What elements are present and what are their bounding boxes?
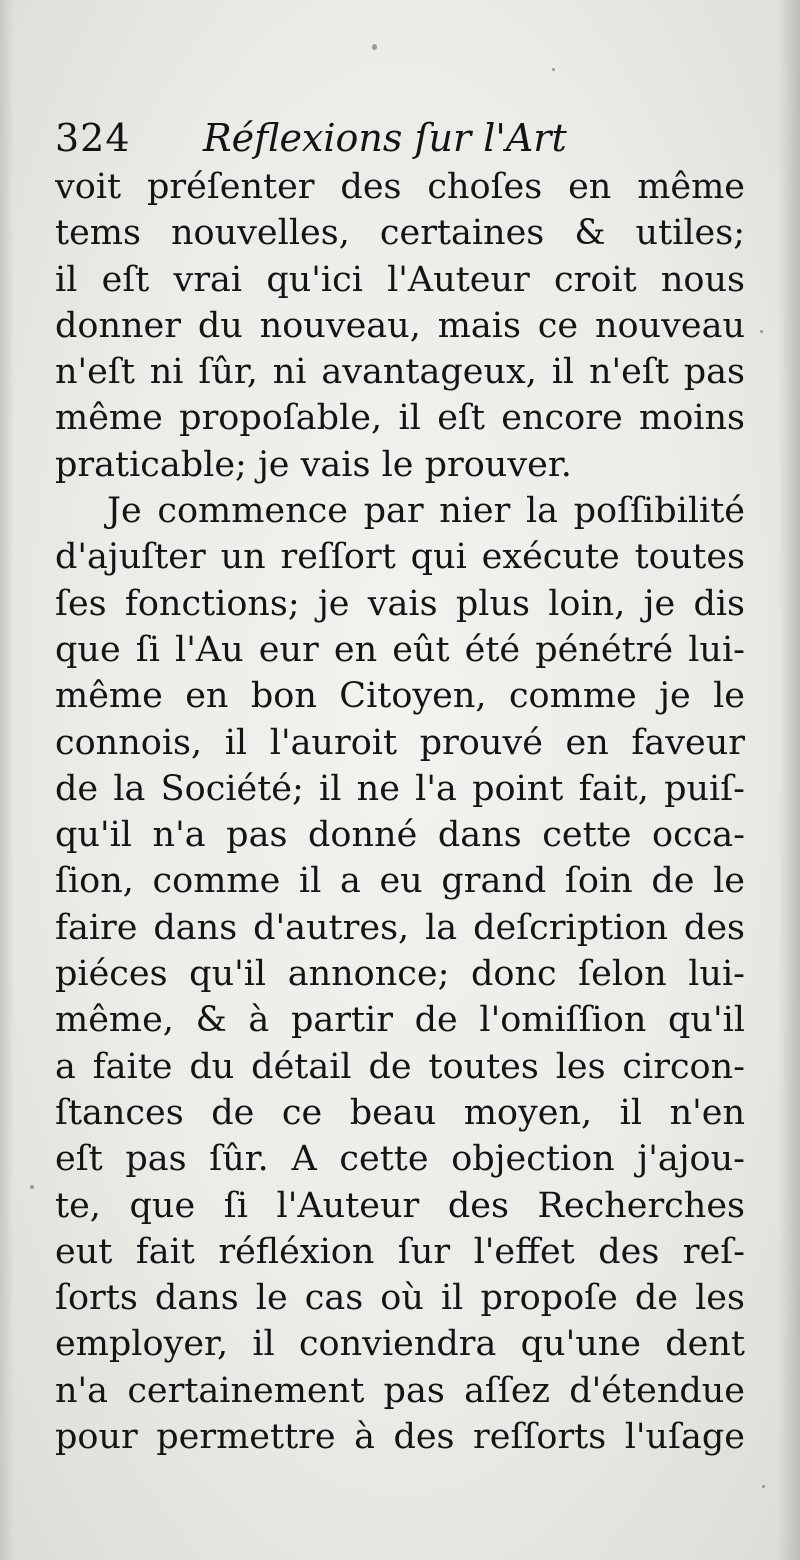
text-line: faire dans d'autres, la deſcription des — [55, 907, 745, 948]
text-line: qu'il n'a pas donné dans cette occa- — [55, 815, 745, 856]
text-line: ſtances de ce beau moyen, il n'en — [55, 1092, 745, 1133]
page-number: 324 — [55, 116, 131, 160]
text-line: employer, il conviendra qu'une dent — [55, 1324, 745, 1365]
text-line: que ſi l'Au eur en eût été pénétré lui- — [55, 629, 745, 670]
text-line: donner du nouveau, mais ce nouveau — [55, 305, 745, 346]
paragraph-first-line: Je commence par nier la poſſibilité — [107, 491, 745, 532]
text-line: même en bon Citoyen, comme je le — [55, 676, 745, 717]
text-line: tems nouvelles, certaines & utiles; — [55, 213, 745, 254]
ink-speck — [762, 1485, 765, 1488]
text-line: voit préſenter des choſes en même — [55, 167, 745, 207]
text-line: même, & à partir de l'omiſſion qu'il — [55, 1000, 745, 1041]
text-line: ſion, comme il a eu grand ſoin de le — [55, 861, 745, 902]
text-line: connois, il l'auroit prouvé en faveur — [55, 722, 745, 763]
text-line: piéces qu'il annonce; donc ſelon lui- — [55, 954, 745, 995]
body-text — [55, 164, 745, 1460]
text-line: eut fait réfléxion ſur l'effet des reſ- — [55, 1231, 745, 1272]
text-line: ſes fonctions; je vais plus loin, je dis — [55, 583, 745, 624]
text-line: praticable; je vais le prouver. — [55, 444, 572, 485]
ink-speck — [552, 68, 555, 71]
text-line: même propoſable, il eſt encore moins — [55, 398, 745, 439]
text-line: de la Société; il ne l'a point fait, puiſ- — [55, 768, 745, 809]
text-line: n'eſt ni ſûr, ni avantageux, il n'eſt pas — [55, 352, 745, 393]
text-line: n'a certainement pas aſſez d'étendue — [55, 1370, 745, 1411]
text-line: il eſt vrai qu'ici l'Auteur croit nous — [55, 259, 745, 300]
text-line: pour permettre à des reſſorts l'uſage — [55, 1417, 745, 1458]
ink-speck — [760, 330, 763, 333]
text-line: eſt pas ſûr. A cette objection j'ajou- — [55, 1139, 745, 1180]
running-head — [55, 112, 755, 164]
text-line: d'ajuſter un reſſort qui exécute toutes — [55, 537, 745, 578]
ink-speck — [372, 44, 377, 50]
ink-speck — [30, 1185, 34, 1189]
text-line: te, que ſi l'Auteur des Recherches — [55, 1185, 745, 1226]
running-title: Réflexions ſur l'Art — [203, 116, 567, 160]
text-line: a faite du détail de toutes les circon- — [55, 1046, 745, 1087]
text-line: ſorts dans le cas où il propoſe de les — [55, 1278, 745, 1319]
